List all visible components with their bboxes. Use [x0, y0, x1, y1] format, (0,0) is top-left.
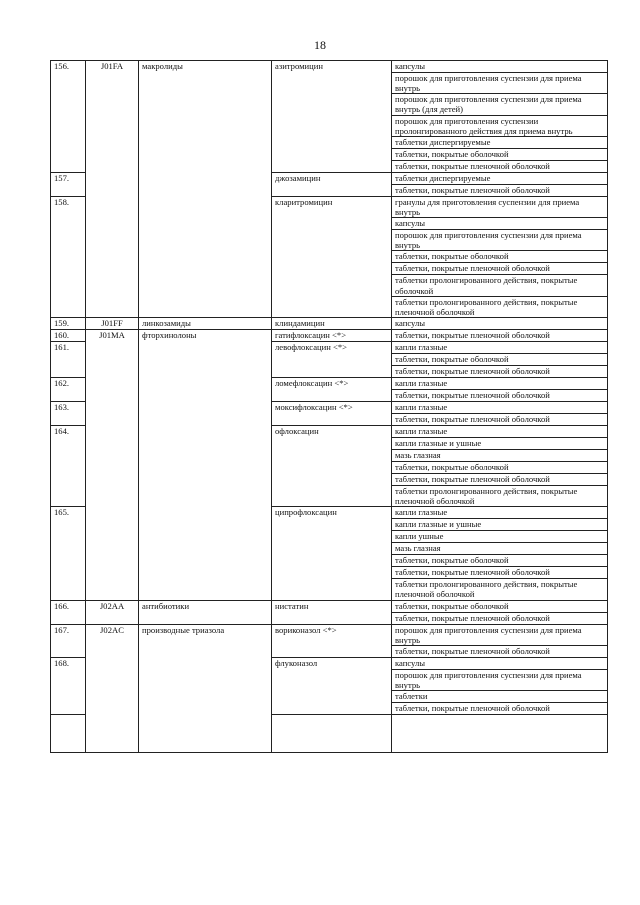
dosage-form: таблетки пролонгированного действия, покрытые пленочной оболочкой: [392, 579, 608, 600]
drug-name: кларитромицин: [272, 196, 392, 317]
row-number: 163.: [51, 401, 86, 425]
row-number: 159.: [51, 317, 86, 329]
dosage-form: таблетки, покрытые оболочкой: [392, 555, 608, 567]
row-number: 161.: [51, 341, 86, 377]
dosage-form: таблетки, покрытые оболочкой: [392, 461, 608, 473]
dosage-form: порошок для приготовления суспензии для приема внутрь (для детей): [392, 94, 608, 115]
pharmacological-group: линкозамиды: [139, 317, 272, 329]
dosage-form: таблетки, покрытые оболочкой: [392, 353, 608, 365]
drug-name: ципрофлоксацин: [272, 507, 392, 600]
table-row: [51, 600, 608, 612]
dosage-form: таблетки пролонгированного действия, покрытые пленочной оболочкой: [392, 296, 608, 317]
page-number: 18: [314, 38, 326, 52]
dosage-form: таблетки пролонгированного действия, покрытые оболочкой: [392, 275, 608, 296]
atc-code: J01MA: [86, 329, 139, 600]
row-number: 164.: [51, 425, 86, 506]
table-row: [51, 624, 608, 645]
drug-name: вориконазол <*>: [272, 624, 392, 657]
dosage-form: таблетки, покрытые пленочной оболочкой: [392, 389, 608, 401]
row-number: 167.: [51, 624, 86, 657]
dosage-form: таблетки пролонгированного действия, покрытые пленочной оболочкой: [392, 485, 608, 506]
dosage-form: таблетки, покрытые пленочной оболочкой: [392, 160, 608, 172]
dosage-form: капсулы: [392, 657, 608, 669]
dosage-form: таблетки, покрытые пленочной оболочкой: [392, 184, 608, 196]
dosage-form: капсулы: [392, 317, 608, 329]
atc-code: J01FA: [86, 61, 139, 318]
atc-code: J02AA: [86, 600, 139, 624]
dosage-form: таблетки, покрытые оболочкой: [392, 251, 608, 263]
row-number: 162.: [51, 377, 86, 401]
dosage-form: таблетки, покрытые пленочной оболочкой: [392, 645, 608, 657]
row-number: 156.: [51, 61, 86, 173]
dosage-form: порошок для приготовления суспензии для приема внутрь: [392, 230, 608, 251]
drug-name: джозамицин: [272, 172, 392, 196]
drug-name: азитромицин: [272, 61, 392, 173]
pharmacological-group: макролиды: [139, 61, 272, 318]
atc-code: J01FF: [86, 317, 139, 329]
drug-name: ломефлоксацин <*>: [272, 377, 392, 401]
dosage-form: гранулы для приготовления суспензии для приема внутрь: [392, 196, 608, 217]
dosage-form: капли ушные: [392, 531, 608, 543]
drug-table: [50, 60, 608, 753]
dosage-form: таблетки, покрытые пленочной оболочкой: [392, 703, 608, 715]
row-number: 166.: [51, 600, 86, 624]
row-number: 160.: [51, 329, 86, 341]
dosage-form: капсулы: [392, 61, 608, 73]
dosage-form: капли глазные: [392, 425, 608, 437]
dosage-form: таблетки, покрытые пленочной оболочкой: [392, 329, 608, 341]
dosage-form: капли глазные: [392, 341, 608, 353]
pharmacological-group: производные триазола: [139, 624, 272, 753]
drug-name: клиндамицин: [272, 317, 392, 329]
dosage-form: капсулы: [392, 218, 608, 230]
dosage-form: таблетки, покрытые пленочной оболочкой: [392, 263, 608, 275]
dosage-form: порошок для приготовления суспензии пролонгированного действия для приема внутрь: [392, 115, 608, 136]
pharmacological-group: фторхинолоны: [139, 329, 272, 600]
dosage-form: таблетки, покрытые пленочной оболочкой: [392, 567, 608, 579]
drug-name: левофлоксацин <*>: [272, 341, 392, 377]
empty-cell: [272, 715, 392, 753]
dosage-form: таблетки, покрытые пленочной оболочкой: [392, 473, 608, 485]
dosage-form: мазь глазная: [392, 543, 608, 555]
dosage-form: капли глазные: [392, 377, 608, 389]
row-number: 168.: [51, 657, 86, 714]
empty-cell: [51, 715, 86, 753]
row-number: 165.: [51, 507, 86, 600]
dosage-form: капли глазные: [392, 401, 608, 413]
drug-name: нистатин: [272, 600, 392, 624]
dosage-form: порошок для приготовления суспензии для приема внутрь: [392, 669, 608, 690]
dosage-form: порошок для приготовления суспензии для приема внутрь: [392, 73, 608, 94]
dosage-form: таблетки, покрытые пленочной оболочкой: [392, 365, 608, 377]
dosage-form: капли глазные и ушные: [392, 437, 608, 449]
table-row: [51, 61, 608, 73]
dosage-form: капли глазные и ушные: [392, 519, 608, 531]
dosage-form: порошок для приготовления суспензии для приема внутрь: [392, 624, 608, 645]
dosage-form: таблетки, покрытые оболочкой: [392, 148, 608, 160]
row-number: 158.: [51, 196, 86, 317]
pharmacological-group: антибиотики: [139, 600, 272, 624]
atc-code: J02AC: [86, 624, 139, 753]
dosage-form: таблетки: [392, 691, 608, 703]
drug-name: гатифлоксацин <*>: [272, 329, 392, 341]
drug-name: флуконазол: [272, 657, 392, 714]
dosage-form: капли глазные: [392, 507, 608, 519]
dosage-form: мазь глазная: [392, 449, 608, 461]
dosage-form: таблетки диспергируемые: [392, 136, 608, 148]
drug-name: моксифлоксацин <*>: [272, 401, 392, 425]
row-number: 157.: [51, 172, 86, 196]
dosage-form: таблетки, покрытые пленочной оболочкой: [392, 413, 608, 425]
table-row: [51, 329, 608, 341]
drug-name: офлоксацин: [272, 425, 392, 506]
table-row: [51, 317, 608, 329]
dosage-form: таблетки, покрытые оболочкой: [392, 600, 608, 612]
empty-cell: [392, 715, 608, 753]
dosage-form: таблетки диспергируемые: [392, 172, 608, 184]
dosage-form: таблетки, покрытые пленочной оболочкой: [392, 612, 608, 624]
